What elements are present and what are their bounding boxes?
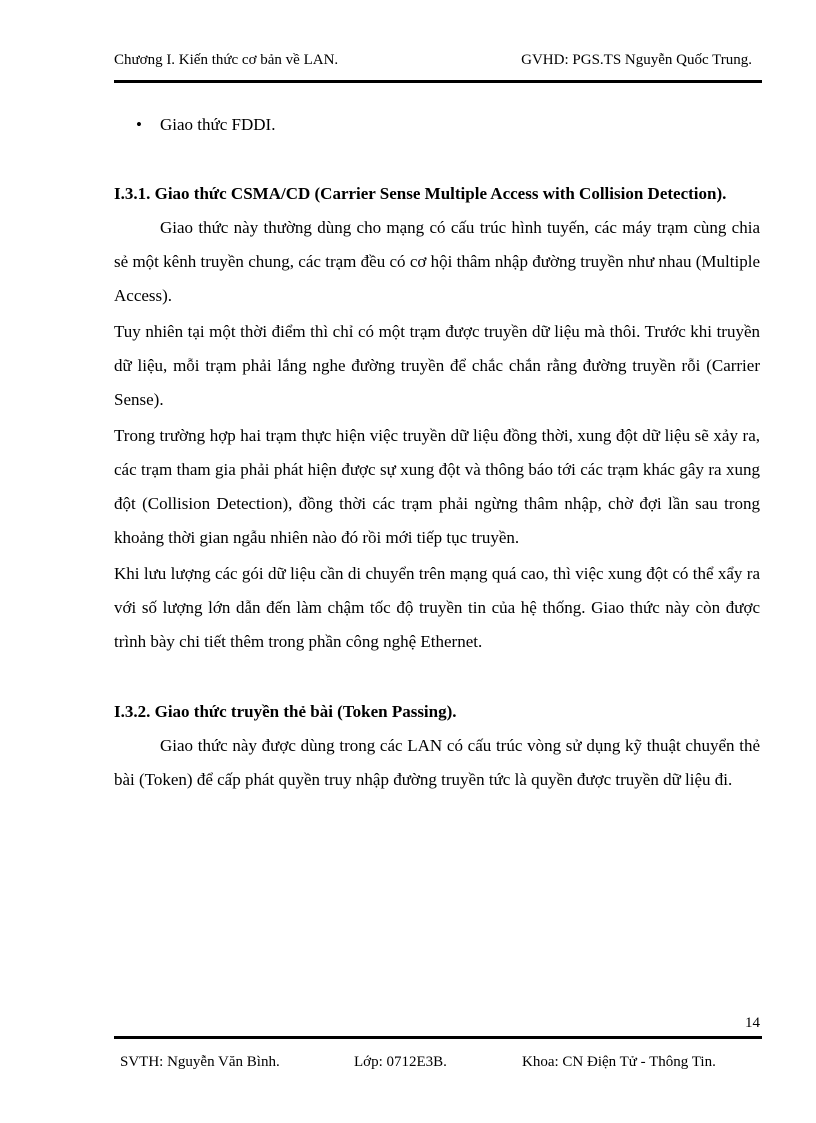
bullet-icon: • xyxy=(136,115,142,134)
bullet-item xyxy=(136,108,760,142)
page-number: 14 xyxy=(745,1015,760,1031)
header-rule xyxy=(114,80,762,83)
paragraph: Giao thức này thường dùng cho mạng có cấu trúc hình tuyến, các máy trạm cùng chia sẻ một kênh truyền chung, các trạm đều có cơ hội thâm nhập đường truyền như nhau (Multiple Access). xyxy=(114,218,760,305)
advisor-name: GVHD: PGS.TS Nguyễn Quốc Trung. xyxy=(521,52,752,68)
bullet-text: Giao thức FDDI. xyxy=(160,115,276,134)
page-header xyxy=(114,52,762,74)
section-heading-csma-cd: I.3.1. Giao thức CSMA/CD (Carrier Sense Multiple Access with Collision Detection). xyxy=(114,184,727,203)
section-heading-token-passing: I.3.2. Giao thức truyền thẻ bài (Token Passing). xyxy=(114,702,457,721)
footer-rule xyxy=(114,1036,762,1039)
paragraph: Giao thức này được dùng trong các LAN có cấu trúc vòng sử dụng kỹ thuật chuyển thẻ bài (Token) để cấp phát quyền truy nhập đường truyền tức là quyền được truyền dữ liệu đi. xyxy=(114,736,760,789)
paragraph: Trong trường hợp hai trạm thực hiện việc truyền dữ liệu đồng thời, xung đột dữ liệu sẽ xảy ra, các trạm tham gia phải phát hiện được sự xung đột và thông báo tới các trạm khác gây ra xung đột (Collision Detection), đồng thời các trạm phải ngừng thâm nhập, chờ đợi lần sau trong khoảng thời gian ngẫu nhiên nào đó rồi mới tiếp tục truyền. xyxy=(114,426,760,547)
faculty-name: Khoa: CN Điện Tử - Thông Tin. xyxy=(522,1054,716,1070)
chapter-title: Chương I. Kiến thức cơ bản về LAN. xyxy=(114,52,339,68)
student-name: SVTH: Nguyễn Văn Bình. xyxy=(120,1054,280,1070)
paragraph: Tuy nhiên tại một thời điểm thì chỉ có một trạm được truyền dữ liệu mà thôi. Trước khi truyền dữ liệu, mỗi trạm phải lắng nghe đường truyền để chắc chắn rằng đường truyền rỗi (Carrier Sense). xyxy=(114,322,760,409)
class-code: Lớp: 0712E3B. xyxy=(354,1054,447,1070)
section-gap xyxy=(114,661,760,695)
page-body xyxy=(114,108,760,799)
paragraph: Khi lưu lượng các gói dữ liệu cần di chuyển trên mạng quá cao, thì việc xung đột có thể xẩy ra với số lượng lớn dẫn đến làm chậm tốc độ truyền tin của hệ thống. Giao thức này còn được trình bày chi tiết thêm trong phần công nghệ Ethernet. xyxy=(114,564,760,651)
